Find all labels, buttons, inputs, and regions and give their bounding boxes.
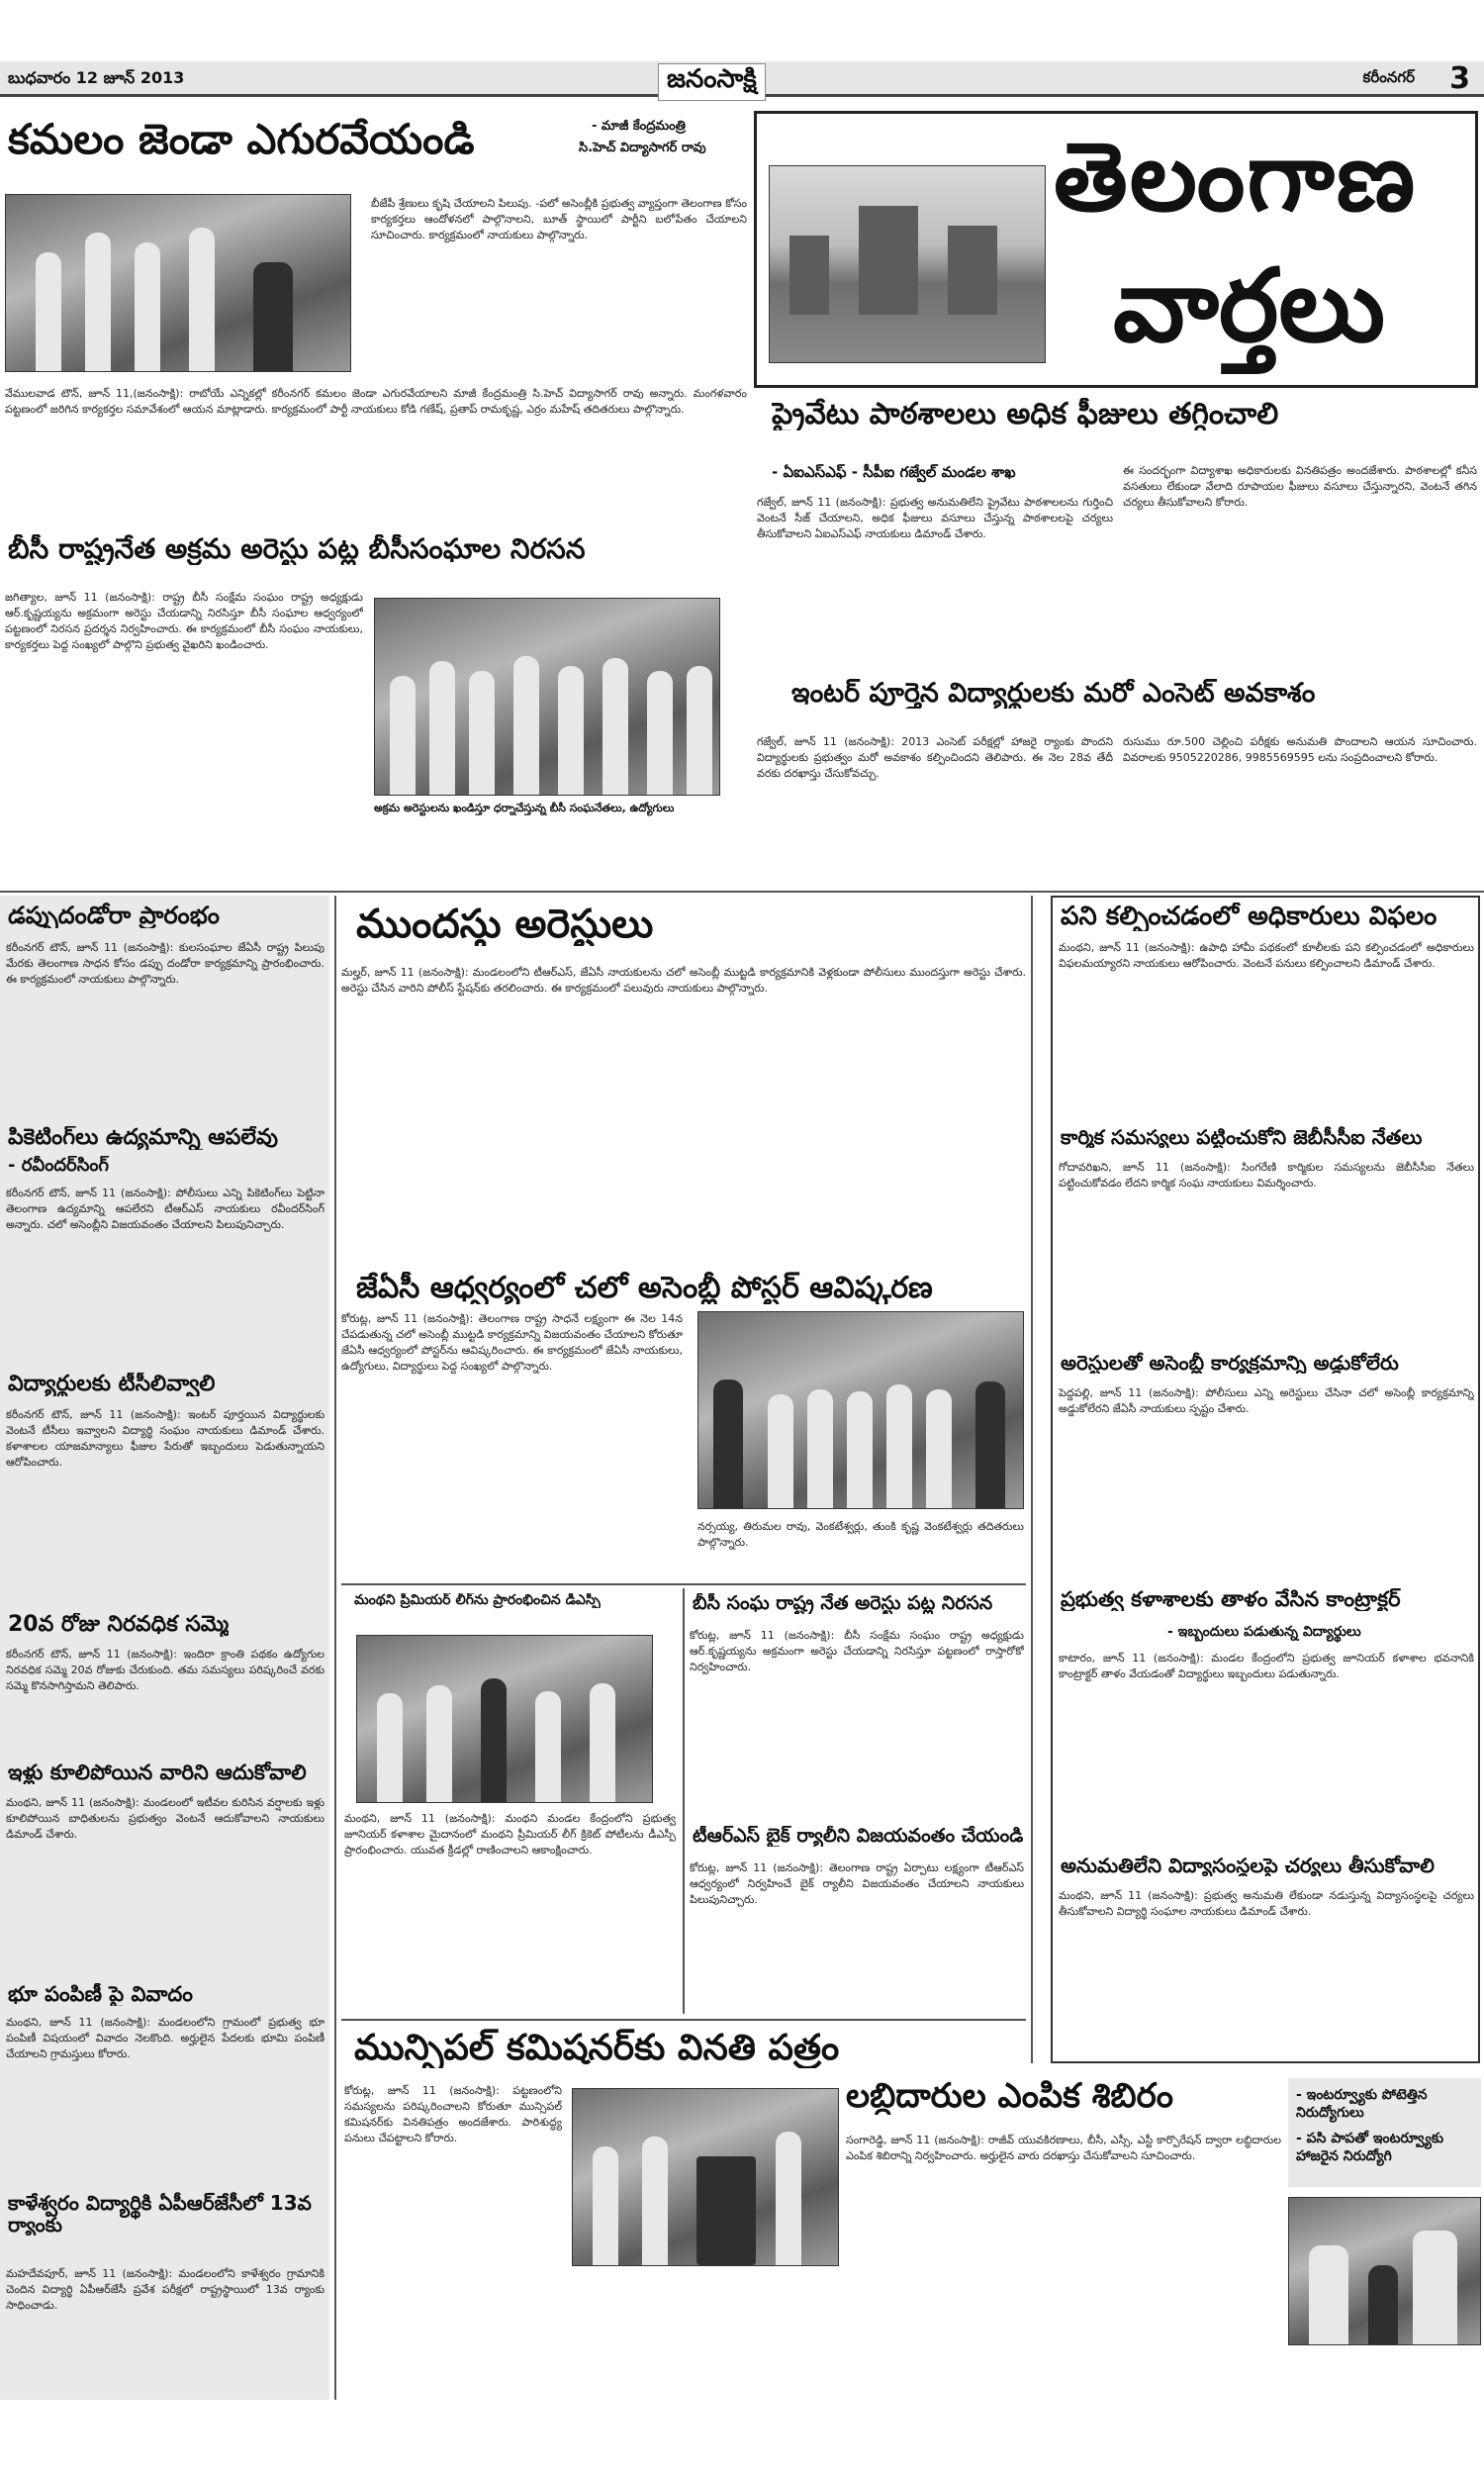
private-schools-body-left: గజ్వేల్, జూన్ 11 (జనంసాక్షి): ప్రభుత్వ అనుమతిలేని ప్రైవేటు పాఠశాలలను గుర్తించి వెంటనే సీజ్ చేయాలని, అధిక ఫీజులు వసూలు చేస్తున్న పాఠశాలలపై చర్యలు తీసుకోవాలని ఏఐఎస్ఎఫ్ నాయకులు డిమాండ్ చేశారు. [757, 496, 1113, 540]
page-number: 3 [1449, 61, 1470, 96]
telangana-news-banner [754, 111, 1478, 388]
bc-arrest-body: జగిత్యాల, జూన్ 11 (జనంసాక్షి): రాష్ట్ర బీసీ సంక్షేమ సంఘం రాష్ట్ర అధ్యక్షుడు ఆర్.కృష్ణయ్యను అక్రమంగా అరెస్టు చేయడాన్ని నిరసిస్తూ బీసీ సంఘాల ఆధ్వర్యంలో పట్టణంలో నిరసన ప్రదర్శన నిర్వహించారు. ఈ కార్యక్రమంలో బీసీ సంఘం నాయకులు, కార్యకర్తలు పెద్ద సంఖ్యలో పాల్గొని ప్రభుత్వ వైఖరిని ఖండించారు. [5, 591, 363, 651]
c1-headline-1: డప్పుదండోరా ప్రారంభం [8, 903, 220, 929]
c2-headline-2: జేఏసీ ఆధ్వర్యంలో చలో అసెంబ్లీ పోస్టర్ ఆవిష్కరణ [356, 1272, 933, 1304]
c2-headline-4: బీసీ సంఘ రాష్ట్ర నేత అరెస్టు పట్ల నిరసన [693, 1593, 993, 1614]
c3-body-2: గోదావరిఖని, జూన్ 11 (జనంసాక్షి): సింగరేణి కార్మికుల సమస్యలను జెబీసీసీఐ నేతలు పట్టించుకోవడం లేదని కార్మిక సంఘ నాయకులు విమర్శించారు. [1059, 1161, 1474, 1189]
interview-note-2: - పసి పాపతో ఇంటర్వ్యూకు హాజరైన నిరుద్యోగి [1296, 2131, 1444, 2165]
c1-body-5: మంథని, జూన్ 11 (జనంసాక్షి): మండలంలో ఇటీవల కురిసిన వర్షాలకు ఇళ్లు కూలిపోయిన బాధితులను ప్రభుత్వం వెంటనే ఆదుకోవాలని నాయకులు డిమాండ్ చేశారు. [6, 1796, 325, 1841]
lead-headline: కమలం జెండా ఎగురవేయండి [8, 117, 475, 163]
c2-headline-5: టీఆర్ఎస్ బైక్ ర్యాలీని విజయవంతం చేయండి [693, 1826, 1024, 1847]
inter-eamcet-headline: ఇంటర్ పూర్తైన విద్యార్థులకు మరో ఎంసెట్ అవకాశం [791, 679, 1316, 709]
lead-byline-2: సి.హెచ్ విద్యాసాగర్ రావు [579, 141, 706, 155]
premier-league-photo [356, 1635, 653, 1803]
poster-launch-photo [697, 1311, 1024, 1509]
private-schools-body-right: ఈ సందర్భంగా విద్యాశాఖ అధికారులకు వినతిపత్రం అందజేశారు. పాఠశాలల్లో కనీస వసతులు లేకుండా వేలాది రూపాయల ఫీజులు వసూలు చేస్తున్నారని, వెంటనే తగిన చర్యలు తీసుకోవాలని కోరారు. [1123, 464, 1477, 509]
c3-body-1: మంథని, జూన్ 11 (జనంసాక్షి): ఉపాధి హామీ పథకంలో కూలీలకు పని కల్పించడంలో అధికారులు విఫలమయ్యారని నాయకులు ఆరోపించారు. వెంటనే పనులు కల్పించాలని డిమాండ్ చేశారు. [1059, 941, 1474, 970]
c1-body-3: కరీంనగర్ టౌన్, జూన్ 11 (జనంసాక్షి): ఇంటర్ పూర్తయిన విద్యార్థులకు వెంటనే టీసీలు ఇవ్వాలని విద్యార్థి సంఘం నాయకులు డిమాండ్ చేశారు. కళాశాలల యాజమాన్యాలు ఫీజుల పేరుతో ఇబ్బందులు పెడుతున్నాయని ఆరోపించారు. [6, 1408, 325, 1469]
lead-body-right: బీజేపీ శ్రేణులు కృషి చేయాలని పిలుపు. -పలో అసెంబ్లీకి ప్రభుత్వ వ్యాప్తంగా తెలంగాణ కోసం కార్యకర్తలు ఆందోళనలో పాల్గొనాలని, బూత్ స్థాయిలో పార్టీని బలోపేతం చేయాలని సూచించారు. కార్యక్రమంలో నాయకులు పాల్గొన్నారు. [371, 197, 747, 241]
column-rule-2 [1031, 896, 1033, 2063]
c2-headline-6: మున్సిపల్ కమిషనర్‌కు వినతి పత్రం [354, 2029, 840, 2068]
c3-body-5: మంథని, జూన్ 11 (జనంసాక్షి): ప్రభుత్వ అనుమతి లేకుండా నడుస్తున్న విద్యాసంస్థలపై చర్యలు తీసుకోవాలని విద్యార్థి సంఘాల నాయకులు డిమాండ్ చేశారు. [1059, 1889, 1474, 1918]
interview-note-1: - ఇంటర్వ్యూకు పోటెత్తిన నిరుద్యోగులు [1296, 2087, 1428, 2122]
c2-body-2-right: నర్సయ్య, తిరుమల రావు, వెంకటేశ్వర్లు, తుంకి కృష్ణ వెంకటేశ్వర్లు తదితరులు పాల్గొన్నారు. [697, 1520, 1024, 1549]
c2-divider-2 [341, 2019, 1026, 2021]
column-rule-1 [334, 896, 336, 2400]
c1-body-6: మంథని, జూన్ 11 (జనంసాక్షి): మండలంలోని గ్రామంలో ప్రభుత్వ భూ పంపిణీ విషయంలో వివాదం నెలకొంది. అర్హులైన పేదలకు భూమి పంపిణీ చేయాలని గ్రామస్తులు కోరారు. [6, 2016, 325, 2060]
c2-headline-3: మంథని ప్రీమియర్ లీగ్‌ను ప్రారంభించిన డీఎస్పీ [354, 1593, 601, 1608]
c2-headline-7: లబ్ధిదారుల ఎంపిక శిబిరం [846, 2078, 1174, 2116]
c3-headline-2: కార్మిక సమస్యలు పట్టించుకోని జెబీసీసీఐ నేతలు [1061, 1126, 1423, 1148]
c3-headline-5: అనుమతిలేని విద్యాసంస్థలపై చర్యలు తీసుకోవాలి [1061, 1855, 1435, 1876]
section-divider [0, 891, 1484, 893]
issue-date: బుధవారం 12 జూన్ 2013 [8, 68, 185, 87]
banner-line-1: తెలంగాణ [1054, 122, 1418, 233]
c1-headline-7: కాళేశ్వరం విద్యార్థికి ఏపీఆర్‌జేసీలో 13వ ర్యాంకు [8, 2192, 312, 2236]
interview-photo [1288, 2197, 1481, 2345]
c2-inner-rule [683, 1588, 685, 2014]
c2-body-6: కోరుట్ల, జూన్ 11 (జనంసాక్షి): పట్టణంలోని సమస్యలను పరిష్కరించాలని కోరుతూ మున్సిపల్ కమిషనర్‌కు వినతిపత్రం అందజేశారు. పారిశుద్ధ్య పనులు చేపట్టాలని కోరారు. [344, 2084, 562, 2144]
c2-body-4: కోరుట్ల, జూన్ 11 (జనంసాక్షి): బీసీ సంక్షేమ సంఘం రాష్ట్ర అధ్యక్షుడు ఆర్.కృష్ణయ్యను అక్రమంగా అరెస్టు చేయడాన్ని నిరసిస్తూ పట్టణంలో రాస్తారోకో నిర్వహించారు. [690, 1629, 1024, 1673]
c2-body-1: మల్హర్, జూన్ 11 (జనంసాక్షి): మండలంలోని టీఆర్ఎస్, జేఏసీ నాయకులను చలో అసెంబ్లీ ముట్టడి కార్యక్రమానికి వెళ్లకుండా పోలీసులు ముందస్తుగా అరెస్టు చేశారు. అరెస్టు చేసిన వారిని పోలీస్ స్టేషన్‌కు తరలించారు. ఈ కార్యక్రమంలో పలువురు నాయకులు పాల్గొన్నారు. [341, 966, 1026, 995]
c3-body-3: పెద్దపల్లి, జూన్ 11 (జనంసాక్షి): పోలీసులు ఎన్ని అరెస్టులు చేసినా చలో అసెంబ్లీ కార్యక్రమాన్ని అడ్డుకోలేరని జేఏసీ నాయకులు స్పష్టం చేశారు. [1059, 1386, 1474, 1415]
newspaper-logo: జనంసాక్షి [658, 63, 766, 101]
c2-divider-1 [341, 1583, 1026, 1585]
private-schools-subhead: - ఏఐఎస్ఎఫ్ - సీపీఐ గజ్వేల్ మండల శాఖ [772, 463, 1016, 481]
c2-body-7: సంగారెడ్డి, జూన్ 11 (జనంసాక్షి): రాజీవ్ యువకిరణాలు, బీసీ, ఎస్సీ, ఎస్టీ కార్పొరేషన్ ద్వారా లబ్ధిదారుల ఎంపిక శిబిరాన్ని నిర్వహించారు. అర్హులైన వారు దరఖాస్తు చేసుకోవాలని సూచించారు. [846, 2134, 1281, 2162]
c1-headline-5: ఇళ్లు కూలిపోయిన వారిని ఆదుకోవాలి [8, 1761, 307, 1784]
c2-body-5: కోరుట్ల, జూన్ 11 (జనంసాక్షి): తెలంగాణ రాష్ట్ర ఏర్పాటు లక్ష్యంగా టీఆర్ఎస్ ఆధ్వర్యంలో నిర్వహించే బైక్ ర్యాలీని విజయవంతం చేయాలని నాయకులు పిలుపునిచ్చారు. [690, 1861, 1024, 1906]
district-name: కరీంనగర్ [1362, 68, 1415, 86]
c1-headline-3: విద్యార్థులకు టీసీలివ్వాలి [8, 1373, 216, 1396]
c3-headline-4: ప్రభుత్వ కళాశాలకు తాళం వేసిన కాంట్రాక్టర్ [1061, 1588, 1401, 1611]
inter-eamcet-body-right: రుసుము రూ.500 చెల్లించి పరీక్షకు అనుమతి పొందాలని ఆయన సూచించారు. వివరాలకు 9505220286, 9985569595 లను సంప్రదించాలని కోరారు. [1123, 735, 1477, 764]
private-schools-headline: ప్రైవేటు పాఠశాలలు అధిక ఫీజులు తగ్గించాలి [772, 398, 1279, 430]
c2-body-3: మంథని, జూన్ 11 (జనంసాక్షి): మంథని మండల కేంద్రంలోని ప్రభుత్వ జూనియర్ కళాశాల మైదానంలో మంథని ప్రీమియర్ లీగ్ క్రికెట్ పోటీలను డీఎస్పీ ప్రారంభించారు. యువత క్రీడల్లో రాణించాలని ఆకాంక్షించారు. [344, 1812, 676, 1856]
lead-photo [5, 194, 351, 372]
c3-headline-4-sub: - ఇబ్బందులు పడుతున్న విద్యార్థులు [1167, 1624, 1361, 1640]
fort-photo [769, 165, 1046, 363]
bc-protest-photo [374, 598, 720, 796]
banner-line-2: వార్తలు [1113, 247, 1385, 365]
c1-body-4: కరీంనగర్ టౌన్, జూన్ 11 (జనంసాక్షి): ఇందిరా క్రాంతి పథకం ఉద్యోగుల నిరవధిక సమ్మె 20వ రోజుకు చేరుకుంది. తమ సమస్యలు పరిష్కరించే వరకు సమ్మె కొనసాగిస్తామని తెలిపారు. [6, 1648, 325, 1692]
c1-body-1: కరీంనగర్ టౌన్, జూన్ 11 (జనంసాక్షి): కులసంఘాల జేఏసీ రాష్ట్ర పిలుపు మేరకు తెలంగాణ సాధన కోసం డప్పు దండోరా కార్యక్రమాన్ని ప్రారంభించారు. ఈ కార్యక్రమంలో నాయకులు పాల్గొన్నారు. [6, 941, 325, 986]
c2-body-2: కోరుట్ల, జూన్ 11 (జనంసాక్షి): తెలంగాణ రాష్ట్ర సాధనే లక్ష్యంగా ఈ నెల 14న చేపడుతున్న చలో అసెంబ్లీ ముట్టడి కార్యక్రమాన్ని విజయవంతం చేయాలని కోరుతూ జేఏసీ ఆధ్వర్యంలో పోస్టర్‌ను ఆవిష్కరించారు. ఈ కార్యక్రమంలో జేఏసీ నాయకులు, ఉద్యోగులు, విద్యార్థులు పెద్ద సంఖ్యలో పాల్గొన్నారు. [341, 1312, 683, 1373]
c3-headline-1: పని కల్పించడంలో అధికారులు విఫలం [1061, 903, 1438, 931]
c1-headline-2-byline: - రవీందర్‌సింగ్ [8, 1156, 109, 1176]
c3-body-4: కాటారం, జూన్ 11 (జనంసాక్షి): మండల కేంద్రంలోని ప్రభుత్వ జూనియర్ కళాశాల భవనానికి కాంట్రాక్టర్ తాళం వేయడంతో విద్యార్థులు ఇబ్బందులు పడుతున్నారు. [1059, 1652, 1474, 1680]
c1-headline-2: పికెటింగ్‌లు ఉద్యమాన్ని ఆపలేవు [8, 1126, 278, 1150]
bc-arrest-headline: బీసీ రాష్ట్రనేత అక్రమ అరెస్టు పట్ల బీసీసంఘాల నిరసన [8, 534, 586, 565]
bc-protest-caption: అక్రమ అరెస్టులను ఖండిస్తూ ధర్నాచేస్తున్న బీసీ సంఘనేతలు, ఉద్యోగులు [374, 802, 675, 814]
c1-body-2: కరీంనగర్ టౌన్, జూన్ 11 (జనంసాక్షి): పోలీసులు ఎన్ని పికెటింగ్‌లు పెట్టినా తెలంగాణ ఉద్యమాన్ని ఆపలేరని టీఆర్ఎస్ నాయకులు రవీందర్‌సింగ్ అన్నారు. చలో అసెంబ్లీని విజయవంతం చేయాలని పిలుపునిచ్చారు. [6, 1187, 325, 1231]
lead-body-bottom: వేములవాడ టౌన్, జూన్ 11,(జనంసాక్షి): రాబోయే ఎన్నికల్లో కరీంనగర్ కమలం జెండా ఎగురవేయాలని మాజీ కేంద్రమంత్రి సి.హెచ్ విద్యాసాగర్ రావు అన్నారు. మంగళవారం పట్టణంలో జరిగిన కార్యకర్తల సమావేశంలో ఆయన మాట్లాడారు. కార్యక్రమంలో పార్టీ నాయకులు కోడి గణేష్, ప్రతాప్ రామకృష్ణ, ఎర్రం మహేష్ తదితరులు పాల్గొన్నారు. [5, 387, 747, 416]
commissioner-petition-photo [572, 2088, 839, 2266]
c1-headline-6: భూ పంపిణీ పై వివాదం [8, 1983, 193, 2006]
c1-body-7: మహదేవపూర్, జూన్ 11 (జనంసాక్షి): మండలంలోని కాళేశ్వరం గ్రామానికి చెందిన విద్యార్థి ఏపీఆర్‌జేసీ ప్రవేశ పరీక్షలో రాష్ట్రస్థాయిలో 13వ ర్యాంకు సాధించాడు. [6, 2267, 325, 2312]
inter-eamcet-body-left: గజ్వేల్, జూన్ 11 (జనంసాక్షి): 2013 ఎంసెట్ పరీక్షల్లో హాజరై ర్యాంకు పొందని విద్యార్థులకు ప్రభుత్వం మరో అవకాశం కల్పించిందని తెలిపారు. ఈ నెల 28వ తేదీ వరకు దరఖాస్తు చేసుకోవచ్చు. [757, 735, 1113, 780]
c3-headline-3: అరెస్టులతో అసెంబ్లీ కార్యక్రమాన్ని అడ్డుకోలేరు [1061, 1352, 1399, 1374]
c2-headline-1: ముందస్తు అరెస్టులు [356, 903, 654, 946]
masthead [0, 61, 1484, 97]
lead-byline-1: - మాజీ కేంద్రమంత్రి [592, 119, 686, 134]
c1-headline-4: 20వ రోజు నిరవధిక సమ్మె [8, 1613, 230, 1637]
